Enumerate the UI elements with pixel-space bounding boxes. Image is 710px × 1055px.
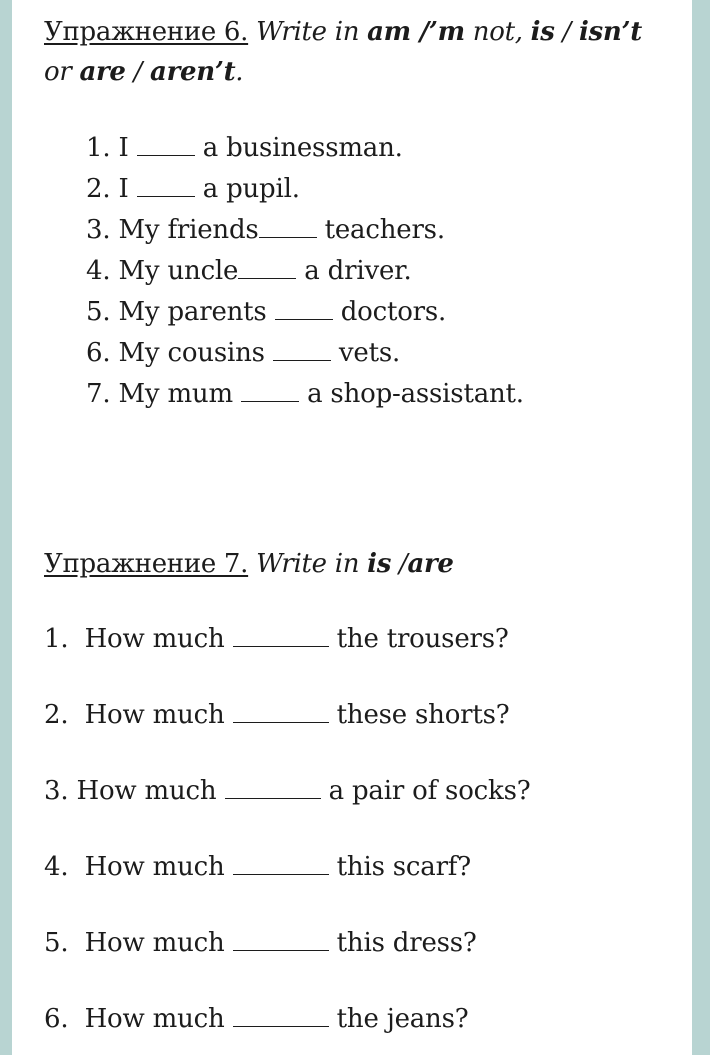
item-text-before: My friends bbox=[118, 215, 259, 245]
instruction-bold: are bbox=[407, 549, 454, 579]
item-text-before: My parents bbox=[118, 297, 275, 327]
item-text-after: a businessman. bbox=[194, 133, 403, 163]
exercise-6-item bbox=[86, 294, 446, 330]
instruction-text: . bbox=[235, 57, 244, 87]
exercise-7-item bbox=[44, 925, 477, 961]
exercise-7-item bbox=[44, 849, 471, 885]
item-text-before: How much bbox=[84, 624, 233, 654]
item-text-before: How much bbox=[84, 928, 233, 958]
instruction-bold: isn’t bbox=[578, 17, 642, 47]
item-number: 4. bbox=[44, 852, 69, 882]
answer-blank[interactable] bbox=[275, 297, 333, 320]
item-text-before: I bbox=[118, 133, 137, 163]
instruction-text: Write in bbox=[248, 549, 368, 579]
instruction-bold: /’m bbox=[410, 17, 465, 47]
answer-blank[interactable] bbox=[233, 700, 329, 723]
answer-blank[interactable] bbox=[225, 776, 321, 799]
item-text-after: doctors. bbox=[332, 297, 447, 327]
answer-blank[interactable] bbox=[137, 174, 195, 197]
instruction-text: / bbox=[391, 549, 408, 579]
exercise-6-item bbox=[86, 171, 300, 207]
item-number: 3. bbox=[86, 215, 111, 245]
item-text-before: My cousins bbox=[118, 338, 273, 368]
exercise-6-item bbox=[86, 335, 400, 371]
exercise-6-item bbox=[86, 253, 412, 289]
item-text-before: My mum bbox=[118, 379, 241, 409]
item-number: 2. bbox=[86, 174, 111, 204]
item-number: 7. bbox=[86, 379, 111, 409]
item-text-after: the jeans? bbox=[328, 1004, 469, 1034]
item-text-after: these shorts? bbox=[328, 700, 510, 730]
exercise-6-heading-line-2 bbox=[44, 52, 642, 92]
item-number: 5. bbox=[44, 928, 69, 958]
answer-blank[interactable] bbox=[241, 379, 299, 402]
item-text-before: How much bbox=[84, 1004, 233, 1034]
answer-blank[interactable] bbox=[233, 624, 329, 647]
item-number: 4. bbox=[86, 256, 111, 286]
item-text-before: How much bbox=[84, 700, 233, 730]
item-number: 1. bbox=[86, 133, 111, 163]
exercise-6-item bbox=[86, 376, 524, 412]
item-text-after: a pair of socks? bbox=[320, 776, 531, 806]
answer-blank[interactable] bbox=[238, 256, 296, 279]
item-number: 2. bbox=[44, 700, 69, 730]
exercise-6-item bbox=[86, 130, 403, 166]
exercise-6-item bbox=[86, 212, 445, 248]
exercise-6-label: Упражнение 6. bbox=[44, 17, 249, 47]
answer-blank[interactable] bbox=[233, 928, 329, 951]
item-text-before: How much bbox=[84, 852, 233, 882]
instruction-bold: are bbox=[79, 57, 126, 87]
answer-blank[interactable] bbox=[137, 133, 195, 156]
instruction-text: / bbox=[125, 57, 151, 87]
answer-blank[interactable] bbox=[233, 1004, 329, 1027]
item-number: 5. bbox=[86, 297, 111, 327]
item-number: 6. bbox=[86, 338, 111, 368]
instruction-bold: is bbox=[530, 17, 555, 47]
instruction-text: or bbox=[44, 57, 80, 87]
exercise-7-heading bbox=[44, 544, 454, 584]
exercise-7-item bbox=[44, 773, 530, 809]
instruction-text: not, bbox=[464, 17, 531, 47]
item-number: 3. bbox=[44, 776, 69, 806]
item-text-after: the trousers? bbox=[328, 624, 509, 654]
item-number: 1. bbox=[44, 624, 69, 654]
answer-blank[interactable] bbox=[273, 338, 331, 361]
exercise-6-heading bbox=[44, 12, 642, 92]
item-text-after: this dress? bbox=[328, 928, 477, 958]
item-text-after: a shop-assistant. bbox=[299, 379, 524, 409]
instruction-bold: is bbox=[367, 549, 392, 579]
exercise-7-item bbox=[44, 1001, 468, 1037]
exercise-7-item bbox=[44, 697, 510, 733]
exercise-6-heading-line-1 bbox=[44, 12, 642, 52]
instruction-bold: am bbox=[367, 17, 411, 47]
instruction-text: Write in bbox=[248, 17, 368, 47]
worksheet-page bbox=[12, 0, 692, 1055]
item-number: 6. bbox=[44, 1004, 69, 1034]
item-text-after: teachers. bbox=[316, 215, 445, 245]
item-text-before: My uncle bbox=[118, 256, 239, 286]
item-text-before: How much bbox=[76, 776, 225, 806]
instruction-bold: aren’t bbox=[150, 57, 236, 87]
instruction-text: / bbox=[554, 17, 579, 47]
item-text-after: a driver. bbox=[296, 256, 412, 286]
item-text-after: a pupil. bbox=[194, 174, 300, 204]
item-text-after: vets. bbox=[330, 338, 401, 368]
exercise-7-label: Упражнение 7. bbox=[44, 549, 249, 579]
item-text-before: I bbox=[118, 174, 137, 204]
answer-blank[interactable] bbox=[259, 215, 317, 238]
answer-blank[interactable] bbox=[233, 852, 329, 875]
exercise-7-item bbox=[44, 621, 509, 657]
item-text-after: this scarf? bbox=[328, 852, 471, 882]
